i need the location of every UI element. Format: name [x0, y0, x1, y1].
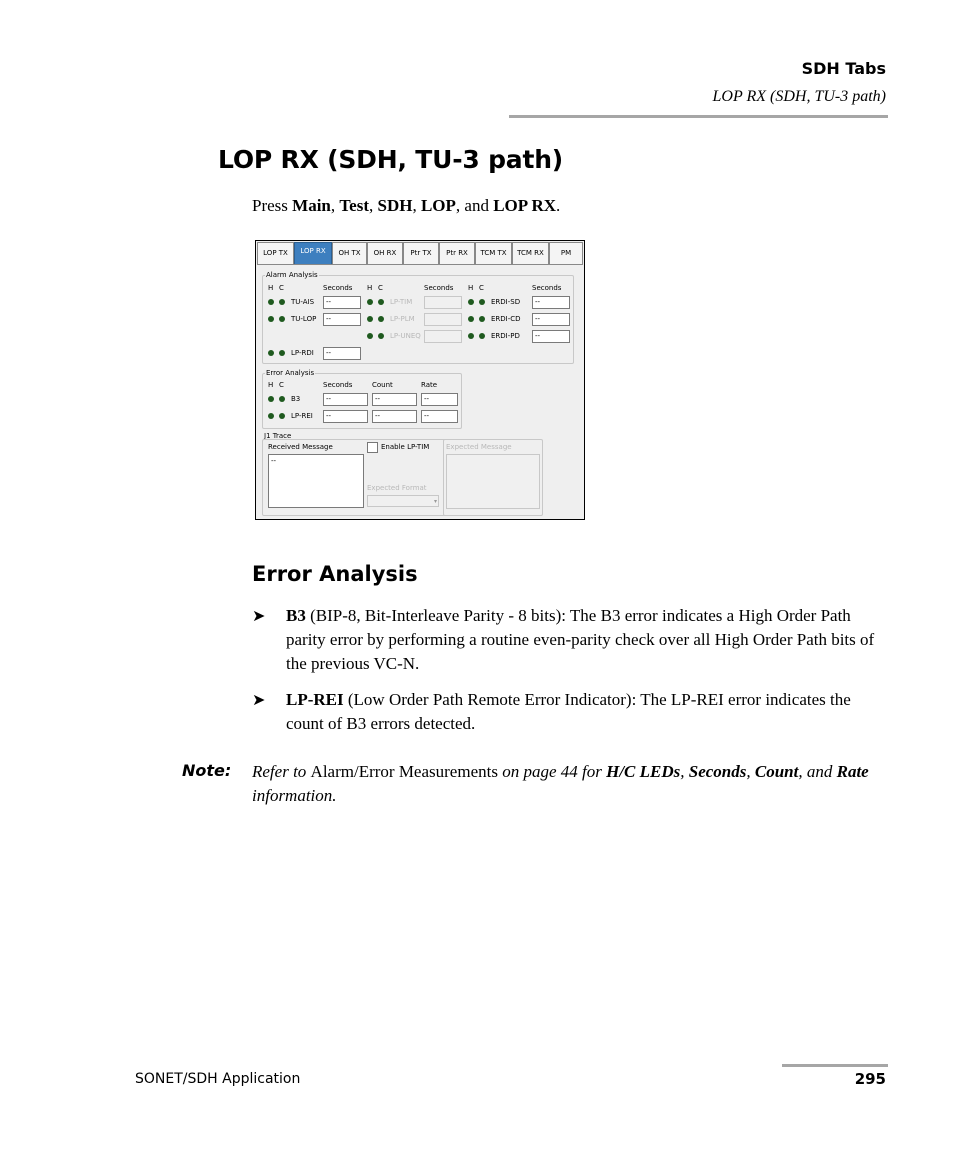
lp-uneq-seconds-field — [424, 330, 462, 343]
h-led — [468, 316, 474, 322]
error-count-header: Count — [372, 381, 393, 389]
intro-paragraph: Press Main, Test, SDH, LOP, and LOP RX. — [252, 196, 561, 215]
tu-lop-seconds-field: -- — [323, 313, 361, 326]
error-c-header: C — [279, 381, 284, 389]
alarm-label-erdi-sd: ERDI-SD — [491, 298, 521, 306]
c-led — [479, 316, 485, 322]
c-led — [279, 299, 285, 305]
tab-pm[interactable]: PM — [549, 242, 583, 264]
alarm-label-tu-ais: TU-AIS — [291, 298, 315, 306]
enable-lp-tim-label: Enable LP-TIM — [381, 443, 430, 451]
tab-bar — [257, 242, 583, 264]
expected-message-box — [446, 454, 540, 509]
c-led — [378, 299, 384, 305]
arrow-bullet-icon: ➤ — [252, 608, 266, 625]
alarm-seconds-header: Seconds — [323, 284, 353, 292]
error-label-b3: B3 — [291, 395, 301, 403]
alarm-h-header: H — [268, 284, 274, 292]
h-led — [367, 333, 373, 339]
alarm-label-erdi-pd: ERDI-PD — [491, 332, 520, 340]
tab-oh-rx[interactable]: OH RX — [367, 242, 403, 264]
tab-oh-tx[interactable]: OH TX — [332, 242, 367, 264]
tab-tcm-rx[interactable]: TCM RX — [512, 242, 549, 264]
c-led — [378, 333, 384, 339]
b3-count-field: -- — [372, 393, 417, 406]
b3-seconds-field: -- — [323, 393, 368, 406]
tab-tcm-tx[interactable]: TCM TX — [475, 242, 512, 264]
tab-lop-rx[interactable]: LOP RX — [294, 242, 332, 265]
h-led — [268, 299, 274, 305]
lp-rei-count-field: -- — [372, 410, 417, 423]
c-led — [279, 396, 285, 402]
alarm-c-header: C — [479, 284, 484, 292]
erdi-cd-seconds-field: -- — [532, 313, 570, 326]
chevron-down-icon: ▾ — [433, 498, 437, 505]
h-led — [367, 316, 373, 322]
erdi-sd-seconds-field: -- — [532, 296, 570, 309]
h-led — [367, 299, 373, 305]
alarm-label-lp-tim: LP-TIM — [390, 298, 413, 306]
alarm-label-erdi-cd: ERDI-CD — [491, 315, 521, 323]
h-led — [468, 333, 474, 339]
bullet-lp-rei — [252, 688, 892, 738]
footer-chapter: SONET/SDH Application — [135, 1071, 301, 1087]
h-led — [268, 396, 274, 402]
cross-reference-link[interactable]: Alarm/Error Measurements — [310, 762, 498, 781]
erdi-pd-seconds-field: -- — [532, 330, 570, 343]
header-rule — [509, 115, 888, 118]
page-title: LOP RX (SDH, TU-3 path) — [218, 145, 564, 174]
alarm-label-tu-lop: TU-LOP — [291, 315, 317, 323]
lp-rei-seconds-field: -- — [323, 410, 368, 423]
alarm-analysis-label: Alarm Analysis — [266, 271, 318, 279]
tu-ais-seconds-field: -- — [323, 296, 361, 309]
alarm-seconds-header: Seconds — [424, 284, 454, 292]
error-analysis-label: Error Analysis — [266, 369, 315, 377]
header-section: SDH Tabs — [801, 59, 886, 78]
page-number: 295 — [854, 1070, 886, 1088]
h-led — [268, 413, 274, 419]
h-led — [468, 299, 474, 305]
enable-lp-tim-checkbox[interactable] — [367, 442, 378, 453]
alarm-h-header: H — [367, 284, 373, 292]
error-seconds-header: Seconds — [323, 381, 353, 389]
b3-rate-field: -- — [421, 393, 458, 406]
c-led — [378, 316, 384, 322]
alarm-c-header: C — [378, 284, 383, 292]
alarm-seconds-header: Seconds — [532, 284, 562, 292]
error-analysis-group — [262, 369, 462, 429]
lp-plm-seconds-field — [424, 313, 462, 326]
lp-tim-seconds-field — [424, 296, 462, 309]
bullet-text: (BIP-8, Bit-Interleave Parity - 8 bits): The B3 error indicates a High Order Path parity error by performing a routine even-parity check over all High Order Path bits of the previous VC-N. — [286, 606, 875, 673]
j1-trace-group — [262, 439, 542, 516]
bullet-text: (Low Order Path Remote Error Indicator): The LP-REI error indicates the count of B3 errors detected. — [286, 690, 851, 733]
bullet-b3 — [252, 604, 892, 680]
lp-rdi-seconds-field: -- — [323, 347, 361, 360]
received-message-label: Received Message — [268, 443, 333, 451]
error-h-header: H — [268, 381, 274, 389]
c-led — [279, 350, 285, 356]
tab-ptr-tx[interactable]: Ptr TX — [403, 242, 439, 264]
alarm-label-lp-rdi: LP-RDI — [291, 349, 314, 357]
bullet-term: LP-REI — [286, 690, 344, 709]
expected-message-group — [443, 439, 543, 516]
tab-panel — [257, 264, 583, 519]
received-message-box: -- — [268, 454, 364, 508]
c-led — [479, 333, 485, 339]
error-rate-header: Rate — [421, 381, 438, 389]
h-led — [268, 316, 274, 322]
footer-rule — [782, 1064, 888, 1067]
bullet-term: B3 — [286, 606, 306, 625]
h-led — [268, 350, 274, 356]
header-subsection: LOP RX (SDH, TU-3 path) — [712, 88, 886, 105]
alarm-label-lp-plm: LP-PLM — [390, 315, 415, 323]
tab-lop-tx[interactable]: LOP TX — [257, 242, 294, 264]
expected-format-label: Expected Format — [367, 484, 427, 492]
alarm-c-header: C — [279, 284, 284, 292]
j1-trace-label: J1 Trace — [264, 432, 292, 440]
lop-rx-screenshot — [255, 240, 585, 520]
note-text: Refer to Alarm/Error Measurements on page 44 for H/C LEDs, Seconds, Count, and Rate information. — [252, 762, 869, 805]
section-title: Error Analysis — [252, 562, 418, 586]
error-label-lp-rei: LP-REI — [291, 412, 313, 420]
c-led — [479, 299, 485, 305]
tab-ptr-rx[interactable]: Ptr RX — [439, 242, 475, 264]
expected-format-select[interactable] — [367, 495, 439, 507]
c-led — [279, 413, 285, 419]
alarm-label-lp-uneq: LP-UNEQ — [390, 332, 421, 340]
alarm-h-header: H — [468, 284, 474, 292]
lp-rei-rate-field: -- — [421, 410, 458, 423]
note-label: Note: — [182, 761, 232, 780]
expected-message-label: Expected Message — [446, 443, 512, 451]
c-led — [279, 316, 285, 322]
arrow-bullet-icon: ➤ — [252, 692, 266, 709]
alarm-analysis-group — [262, 271, 574, 364]
